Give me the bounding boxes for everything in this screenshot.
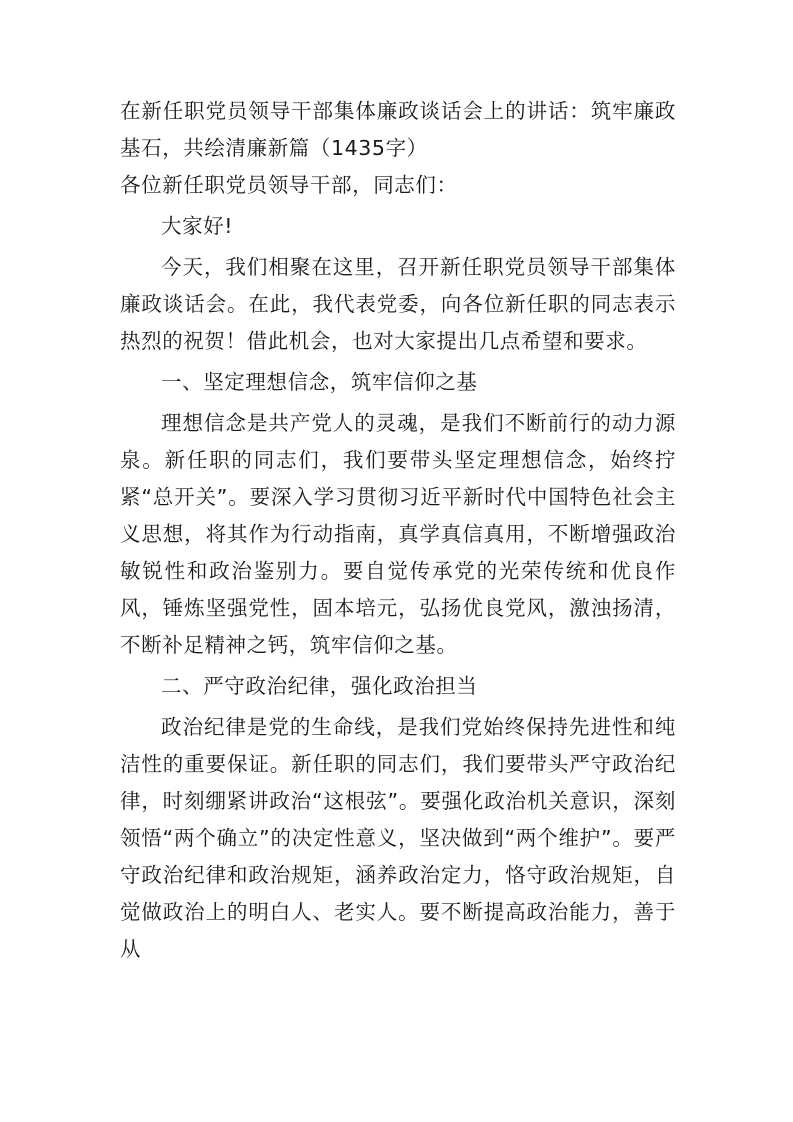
- intro-paragraph: 今天，我们相聚在这里，召开新任职党员领导干部集体廉政谈话会。在此，我代表党委，向各位新任职的同志表示热烈的祝贺！借此机会，也对大家提出几点希望和要求。: [120, 255, 676, 353]
- greeting: 大家好!: [161, 214, 234, 238]
- section-2-heading: 二、严守政治纪律，强化政治担当: [161, 674, 478, 698]
- section-2-paragraph: 政治纪律是党的生命线，是我们党始终保持先进性和纯洁性的重要保证。新任职的同志们，我们要带头严守政治纪律，时刻绷紧讲政治“这根弦”。要强化政治机关意识，深刻领悟“两个确立”的决定性意义，坚决做到“两个维护”。要严守政治纪律和政治规矩，涵养政治定力，恪守政治规矩，自觉做政治上的明白人、老实人。要不断提高政治能力，善于从: [120, 715, 676, 961]
- section-1-heading: 一、坚定理想信念，筑牢信仰之基: [161, 370, 478, 394]
- section-1-paragraph: 理想信念是共产党人的灵魂，是我们不断前行的动力源泉。新任职的同志们，我们要带头坚定理想信念，始终拧紧“总开关”。要深入学习贯彻习近平新时代中国特色社会主义思想，将其作为行动指南，真学真信真用，不断增强政治敏锐性和政治鉴别力。要自觉传承党的光荣传统和优良作风，锤炼坚强党性，固本培元，弘扬优良党风，激浊扬清，不断补足精神之钙，筑牢信仰之基。: [120, 411, 676, 657]
- salutation: 各位新任职党员领导干部，同志们：: [120, 173, 458, 197]
- document-page: [120, 93, 676, 972]
- document-title: 在新任职党员领导干部集体廉政谈话会上的讲话：筑牢廉政基石，共绘清廉新篇（1435字）: [120, 99, 676, 160]
